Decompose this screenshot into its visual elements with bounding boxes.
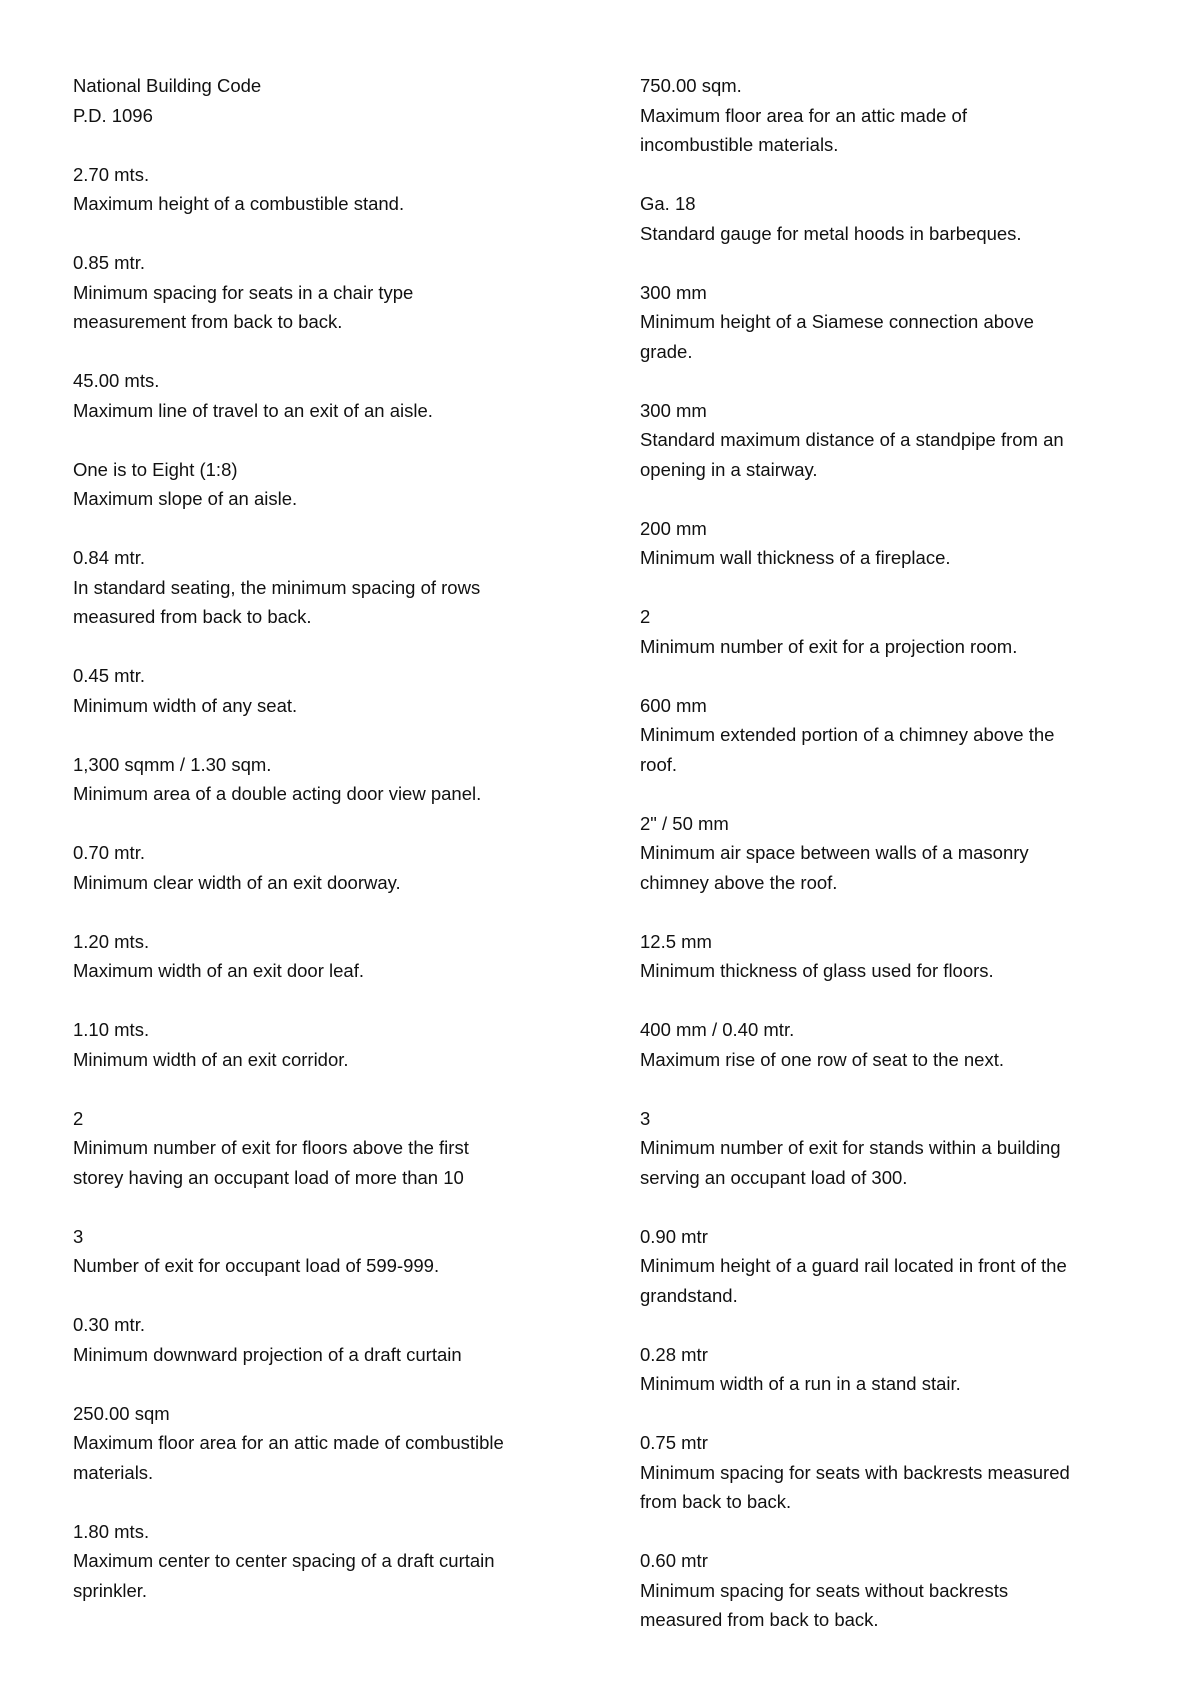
entry-description-line: from back to back. <box>640 1491 792 1512</box>
entry-value: 2.70 mts. <box>73 163 150 185</box>
entry-description-line: Maximum floor area for an attic made of <box>640 104 967 126</box>
entry-description-line: Minimum downward projection of a draft curtain <box>73 1343 462 1365</box>
entry-value: 200 mm <box>640 517 707 539</box>
entry-description-line: Minimum height of a Siamese connection above <box>640 311 1034 332</box>
entry-value: 0.90 mtr <box>640 1225 708 1247</box>
entry-description-line: Minimum thickness of glass used for floors. <box>640 960 994 981</box>
entry-value: 0.85 mtr. <box>73 252 145 273</box>
code-entry <box>73 1517 573 1606</box>
entry-value: 0.45 mtr. <box>73 665 145 686</box>
entry-description-line: Standard gauge for metal hoods in barbeques. <box>640 222 1022 244</box>
entry-description-line: Minimum clear width of an exit doorway. <box>73 871 401 893</box>
code-entry <box>73 1015 573 1074</box>
entry-description-line: roof. <box>640 753 678 775</box>
entry-value: 45.00 mts. <box>73 370 160 391</box>
entry-value: 1.80 mts. <box>73 1520 150 1542</box>
entry-description-line: chimney above the roof. <box>640 871 838 893</box>
code-entry <box>73 1222 573 1281</box>
entry-value: 0.60 mtr <box>640 1550 708 1571</box>
entry-description-line: grandstand. <box>640 1284 738 1306</box>
entry-description-line: measurement from back to back. <box>73 311 343 332</box>
entry-value: 0.75 mtr <box>640 1432 708 1453</box>
entry-value: 3 <box>73 1225 84 1247</box>
entry-description-line: In standard seating, the minimum spacing of rows <box>73 576 481 598</box>
entry-description-line: Minimum number of exit for stands within a building <box>640 1137 1061 1158</box>
code-entry <box>73 838 573 897</box>
code-entry <box>73 160 573 219</box>
code-entry <box>640 1015 1140 1074</box>
code-entry <box>73 1104 573 1193</box>
entry-description-line: storey having an occupant load of more than 10 <box>73 1166 464 1188</box>
entry-description-line: Maximum center to center spacing of a draft curtain <box>73 1550 495 1571</box>
entry-value: 3 <box>640 1107 651 1129</box>
entry-description-line: Minimum width of an exit corridor. <box>73 1048 349 1070</box>
entry-value: 750.00 sqm. <box>640 75 742 96</box>
entry-value: 0.28 mtr <box>640 1343 708 1365</box>
entry-description-line: Maximum width of an exit door leaf. <box>73 960 364 981</box>
code-entry <box>640 189 1140 248</box>
code-entry <box>73 248 573 337</box>
entry-description-line: measured from back to back. <box>73 606 312 627</box>
document-header <box>73 71 573 130</box>
entry-value: 1.20 mts. <box>73 930 150 952</box>
code-entry <box>640 602 1140 661</box>
entry-value: 1,300 sqmm / 1.30 sqm. <box>73 753 272 775</box>
entry-description-line: Minimum area of a double acting door view panel. <box>73 783 482 804</box>
entry-description-line: Number of exit for occupant load of 599-999. <box>73 1255 440 1276</box>
code-entry <box>640 514 1140 573</box>
entry-value: 300 mm <box>640 281 707 303</box>
document-subtitle: P.D. 1096 <box>73 104 153 126</box>
entry-description-line: Minimum extended portion of a chimney above the <box>640 724 1055 745</box>
entry-value: 0.70 mtr. <box>73 842 145 863</box>
entry-description-line: Minimum spacing for seats with backrests measured <box>640 1461 1070 1483</box>
entry-value: 2" / 50 mm <box>640 812 729 834</box>
entry-description-line: measured from back to back. <box>640 1609 879 1630</box>
entry-description-line: Minimum spacing for seats without backrests <box>640 1579 1009 1601</box>
left-entries <box>73 160 573 1606</box>
code-entry <box>73 750 573 809</box>
entry-description-line: Minimum air space between walls of a masonry <box>640 842 1029 863</box>
code-entry <box>73 366 573 425</box>
entry-value: 300 mm <box>640 399 707 421</box>
entry-value: 2 <box>73 1107 84 1129</box>
code-entry <box>640 1546 1140 1635</box>
entry-description-line: serving an occupant load of 300. <box>640 1166 908 1188</box>
code-entry <box>640 691 1140 780</box>
entry-description-line: opening in a stairway. <box>640 458 818 480</box>
left-column <box>73 71 573 1635</box>
code-entry <box>640 396 1140 485</box>
code-entry <box>73 455 573 514</box>
code-entry <box>640 1428 1140 1517</box>
entry-description-line: Minimum wall thickness of a fireplace. <box>640 547 951 568</box>
entry-description-line: Maximum floor area for an attic made of combustible <box>73 1432 504 1453</box>
entry-description-line: Maximum height of a combustible stand. <box>73 193 405 214</box>
entry-description-line: materials. <box>73 1461 154 1483</box>
entry-value: 1.10 mts. <box>73 1019 150 1040</box>
entry-description-line: Maximum rise of one row of seat to the next. <box>640 1048 1004 1070</box>
entry-description-line: Minimum number of exit for a projection room. <box>640 635 1018 657</box>
entry-value: 0.84 mtr. <box>73 547 145 568</box>
document-title: National Building Code <box>73 75 262 96</box>
entry-description-line: Minimum number of exit for floors above the first <box>73 1137 469 1158</box>
code-entry <box>640 927 1140 986</box>
entry-description-line: grade. <box>640 340 693 362</box>
entry-description-line: incombustible materials. <box>640 134 839 155</box>
entry-value: 400 mm / 0.40 mtr. <box>640 1019 795 1040</box>
right-entries <box>640 71 1140 1635</box>
code-entry <box>640 1340 1140 1399</box>
code-entry <box>73 1310 573 1369</box>
entry-description-line: Maximum line of travel to an exit of an aisle. <box>73 399 433 421</box>
right-column <box>640 71 1140 1664</box>
code-entry <box>73 927 573 986</box>
code-entry <box>73 1399 573 1488</box>
entry-description-line: Minimum spacing for seats in a chair type <box>73 281 414 303</box>
entry-value: 2 <box>640 606 651 627</box>
entry-description-line: Minimum width of any seat. <box>73 694 298 716</box>
entry-value: One is to Eight (1:8) <box>73 458 238 480</box>
entry-value: 600 mm <box>640 694 707 716</box>
code-entry <box>640 71 1140 160</box>
code-entry <box>640 278 1140 367</box>
code-entry <box>73 543 573 632</box>
code-entry <box>640 1222 1140 1311</box>
entry-description-line: Minimum height of a guard rail located in front of the <box>640 1255 1067 1276</box>
entry-description-line: Standard maximum distance of a standpipe from an <box>640 429 1064 450</box>
entry-value: 0.30 mtr. <box>73 1314 145 1335</box>
code-entry <box>640 1104 1140 1193</box>
code-entry <box>73 661 573 720</box>
entry-description-line: sprinkler. <box>73 1579 148 1601</box>
entry-value: 12.5 mm <box>640 930 712 952</box>
entry-value: Ga. 18 <box>640 193 696 214</box>
code-entry <box>640 809 1140 898</box>
entry-description-line: Minimum width of a run in a stand stair. <box>640 1373 961 1394</box>
entry-description-line: Maximum slope of an aisle. <box>73 488 298 509</box>
entry-value: 250.00 sqm <box>73 1402 170 1424</box>
